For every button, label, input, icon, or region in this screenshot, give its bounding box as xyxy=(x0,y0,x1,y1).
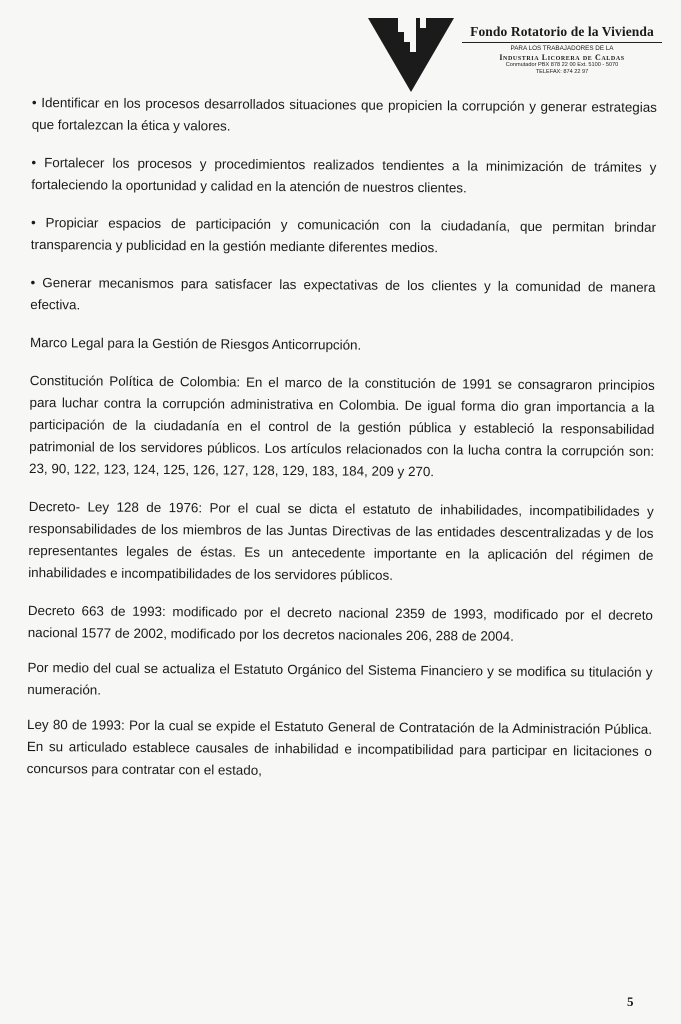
bullet-participation-spaces: • Propiciar espacios de participación y comunicación con la ciudadanía, que permitan brindar transparencia y publicidad en la gestión mediante diferentes medios. xyxy=(30,214,657,256)
paragraph-decree-128-1976: Decreto- Ley 128 de 1976: Por el cual se dicta el estatuto de inhabilidades, incompatibilidades y responsabilidades de los miembros de las Juntas Directivas de las entidades descentralizadas y de los representantes legales de éstas. Es un antecedente importante en la aplicación del régimen de inhabilidades e incompatibilidades de los servidores públicos. xyxy=(28,498,654,583)
organization-header xyxy=(462,24,662,76)
paragraph-financial-statute: Por medio del cual se actualiza el Estatuto Orgánico del Sistema Financiero y se modifica su titulación y numeración. xyxy=(27,659,653,698)
org-contact-phone: Conmutador PBX 878 22 00 Ext. 5100 - 5070 xyxy=(505,62,619,68)
bullet-strengthen-processes: • Fortalecer los procesos y procedimientos realizados tendientes a la minimización de trámites y fortaleciendo la oportunidad y calidad en la atención de nuestros clientes. xyxy=(31,154,657,196)
org-subtitle-company: Industria Licorera de Caldas xyxy=(499,53,625,62)
fondo-rotatorio-logo xyxy=(368,14,454,94)
paragraph-law-80-1993: Ley 80 de 1993: Por la cual se expide el Estatuto General de Contratación de la Administración Pública. En su articulado establece causales de inhabilidad e incompatibilidad para participar en licitaciones o concursos para contratar con el estado, xyxy=(26,716,653,778)
org-contact-telefax: TELEFAX: 874 22 97 xyxy=(535,69,589,75)
paragraph-decree-663-1993: Decreto 663 de 1993: modificado por el decreto nacional 2359 de 1993, modificado por el decreto nacional 1577 de 2002, modificado por los decretos nacionales 206, 288 de 2004. xyxy=(27,602,653,644)
bullet-identify-processes: • Identificar en los procesos desarrollados situaciones que propicien la corrupción y generar estrategias que fortalezcan la ética y valores. xyxy=(31,94,657,134)
org-name: Fondo Rotatorio de la Vivienda xyxy=(462,24,662,43)
document-body xyxy=(26,92,657,801)
paragraph-constitution: Constitución Política de Colombia: En el marco de la constitución de 1991 se consagraron principios para luchar contra la corrupción administrativa en Colombia. De igual forma dio gran importancia a la participación de la ciudadanía en el control de la gestión pública y estableció la responsabilidad patrimonial de los servidores públicos. Los artículos relacionados con la lucha contra la corrupción son: 23, 90, 122, 123, 124, 125, 126, 127, 128, 129, 183, 184, 209 y 270. xyxy=(28,372,655,480)
section-heading-legal-framework: Marco Legal para la Gestión de Riesgos Anticorrupción. xyxy=(29,334,362,353)
bullet-satisfy-expectations: • Generar mecanismos para satisfacer las expectativas de los clientes y la comunidad de manera efectiva. xyxy=(30,274,656,313)
page-number: 5 xyxy=(627,994,634,1009)
org-subtitle: PARA LOS TRABAJADORES DE LA xyxy=(510,45,614,52)
